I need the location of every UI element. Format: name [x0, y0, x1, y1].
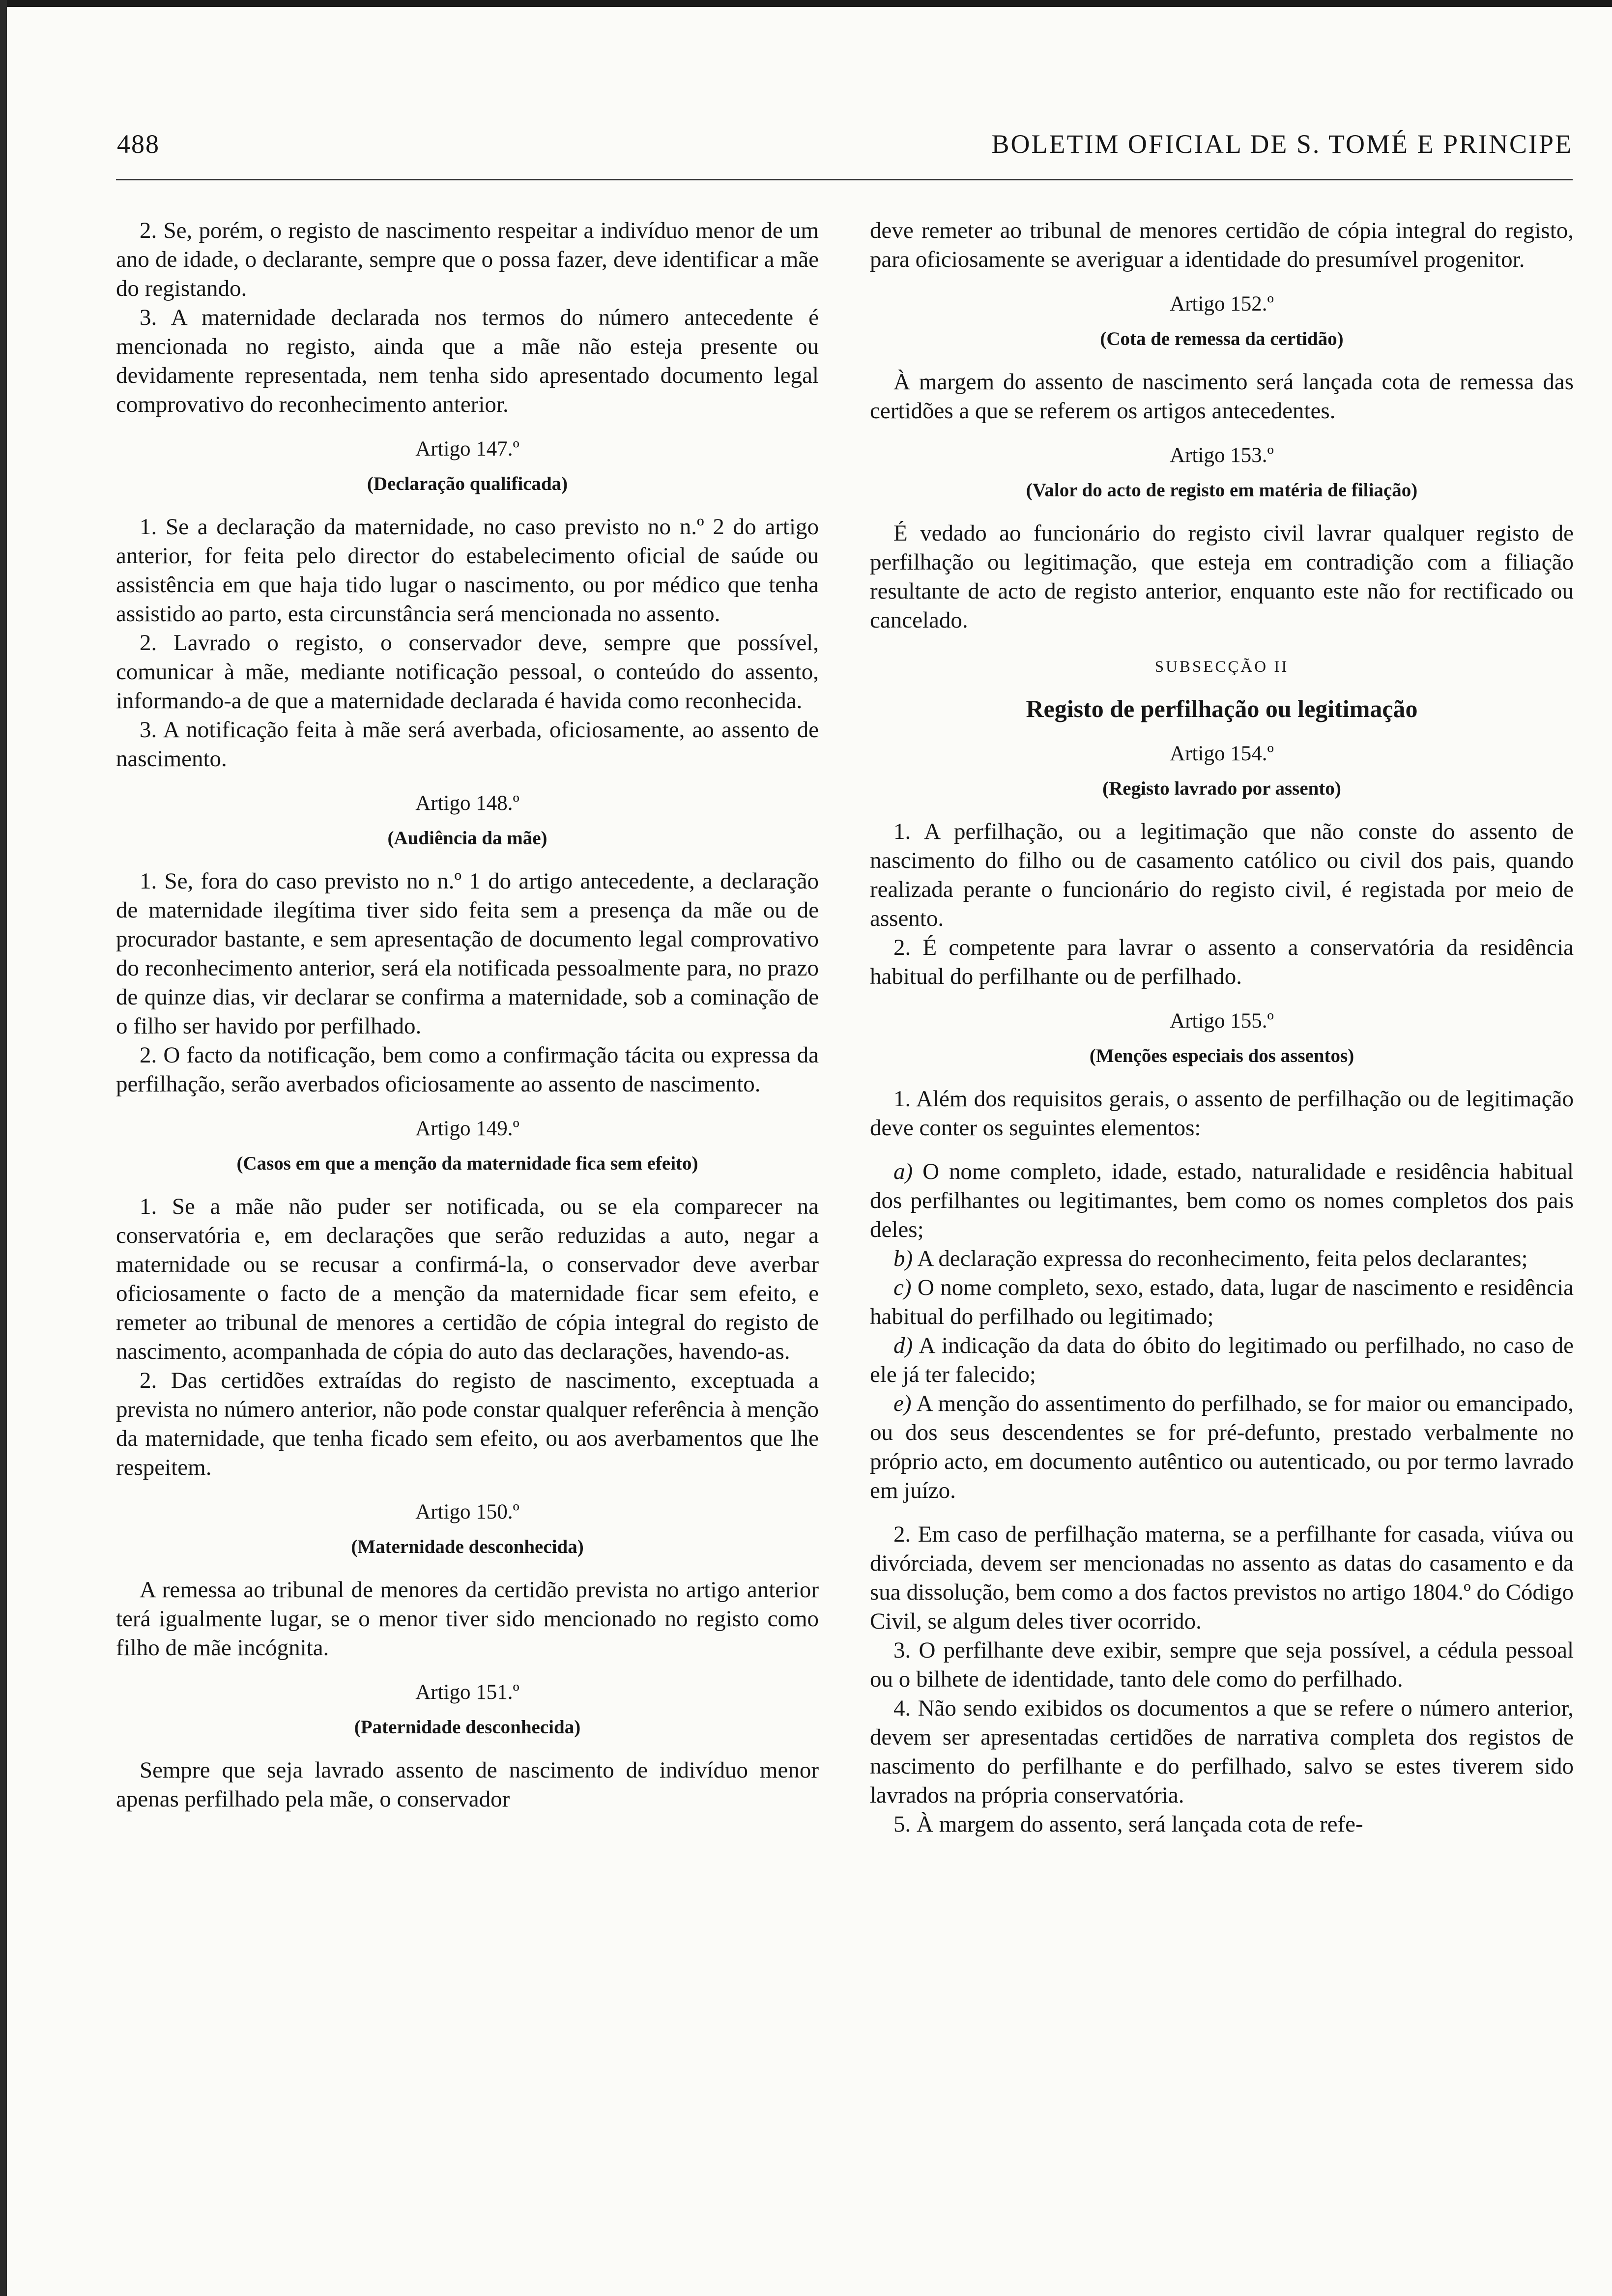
list-item: [870, 1244, 1574, 1273]
right-column: [870, 216, 1574, 1839]
page-number: 488: [117, 129, 160, 159]
paragraph: 2. Das certidões extraídas do registo de nascimento, exceptuada a prevista no número anterior, não pode constar qualquer referência à menção da maternidade, que tenha ficado sem efeito, ou aos averbamentos que lhe respeitem.: [116, 1368, 819, 1480]
article-heading: (Maternidade desconhecida): [351, 1536, 584, 1557]
article-heading: (Audiência da mãe): [387, 828, 547, 849]
header-rule: [116, 179, 1573, 180]
paragraph: 2. O facto da notificação, bem como a confirmação tácita ou expressa da perfilhação, serão averbados oficiosamente ao assento de nascimento.: [116, 1042, 819, 1097]
paragraph: 4. Não sendo exibidos os documentos a que se refere o número anterior, devem ser apresentadas certidões de narrativa completa dos registos de nascimento do perfilhante e do perfilhado, salvo se estes tiverem sido lavrados na própria conservatória.: [870, 1695, 1574, 1808]
paragraph: 3. A notificação feita à mãe será averbada, oficiosamente, ao assento de nascimento.: [116, 717, 819, 772]
list-item: [870, 1273, 1574, 1331]
article-heading: (Declaração qualificada): [367, 473, 568, 494]
article-heading: (Cota de remessa da certidão): [1100, 328, 1344, 349]
paragraph: 5. À margem do assento, será lançada cota de refe-: [893, 1811, 1363, 1837]
list-text: O nome completo, idade, estado, naturalidade e residência habitual dos perfilhantes ou legitimantes, bem como os nomes completos dos pais deles;: [870, 1159, 1574, 1242]
paragraph: 2. Em caso de perfilhação materna, se a perfilhante for casada, viúva ou divórciada, devem ser mencionadas no assento as datas do casamento e da sua dissolução, bem como a dos factos previstos no artigo 1804.º do Código Civil, se algum deles tiver ocorrido.: [870, 1521, 1574, 1634]
article-heading: (Valor do acto de registo em matéria de filiação): [1026, 480, 1418, 501]
list-item: [870, 1389, 1574, 1505]
list-text: O nome completo, sexo, estado, data, lugar de nascimento e residência habitual do perfilhado ou legitimado;: [870, 1275, 1574, 1329]
article-number: Artigo 147.º: [415, 437, 519, 460]
article-heading: (Menções especiais dos assentos): [1089, 1045, 1354, 1066]
article-heading: (Casos em que a menção da maternidade fica sem efeito): [236, 1153, 698, 1174]
article-heading: (Registo lavrado por assento): [1102, 778, 1341, 799]
article-heading: (Paternidade desconhecida): [354, 1717, 581, 1738]
article-number: Artigo 155.º: [1170, 1009, 1274, 1033]
running-title: BOLETIM OFICIAL DE S. TOMÉ E PRINCIPE: [991, 129, 1573, 159]
left-column: [116, 216, 819, 1814]
article-number: Artigo 151.º: [415, 1681, 519, 1704]
list-label: d): [893, 1333, 913, 1358]
article-number: Artigo 152.º: [1170, 292, 1274, 316]
list-text: A menção do assentimento do perfilhado, se for maior ou emancipado, ou dos seus descendentes se for pré-defunto, prestado verbalmente no próprio acto, em documento autêntico ou autenticado, ou por termo lavrado em juízo.: [870, 1391, 1574, 1503]
list-label: c): [893, 1275, 912, 1300]
page-border-top: [0, 0, 1612, 7]
article-number: Artigo 153.º: [1170, 444, 1274, 467]
paragraph: À margem do assento de nascimento será lançada cota de remessa das certidões a que se referem os artigos antecedentes.: [870, 369, 1574, 424]
article-number: Artigo 149.º: [415, 1117, 519, 1140]
page-border-left: [0, 0, 7, 2296]
paragraph: 1. Se a declaração da maternidade, no caso previsto no n.º 2 do artigo anterior, for feita pelo director do estabelecimento oficial de saúde ou assistência em que haja tido lugar o nascimento, ou por médico que tenha assistido ao parto, esta circunstância será mencionada no assento.: [116, 514, 819, 627]
paragraph: 1. Além dos requisitos gerais, o assento de perfilhação ou de legitimação deve conter os seguintes elementos:: [870, 1086, 1574, 1141]
paragraph: A remessa ao tribunal de menores da certidão prevista no artigo anterior terá igualmente lugar, se o menor tiver sido mencionado no registo como filho de mãe incógnita.: [116, 1577, 819, 1661]
paragraph: É vedado ao funcionário do registo civil lavrar qualquer registo de perfilhação ou legitimação, que esteja em contradição com a filiação resultante de acto de registo anterior, enquanto este não for rectificado ou cancelado.: [870, 520, 1574, 633]
list-label: b): [893, 1246, 913, 1271]
list-label: a): [893, 1159, 913, 1184]
article-number: Artigo 154.º: [1170, 742, 1274, 765]
paragraph: 1. Se a mãe não puder ser notificada, ou se ela comparecer na conservatória e, em declarações que serão reduzidas a auto, negar a maternidade ou se recusar a confirmá-la, o conservador deve averbar oficiosamente o facto de a menção da maternidade ficar sem efeito, e remeter ao tribunal de menores a certidão de cópia integral do registo de nascimento, acompanhada de cópia do auto das declarações, havendo-as.: [116, 1194, 819, 1364]
list-label: e): [893, 1391, 912, 1416]
paragraph: deve remeter ao tribunal de menores certidão de cópia integral do registo, para oficiosamente se averiguar a identidade do presumível progenitor.: [870, 218, 1574, 272]
paragraph: 3. O perfilhante deve exibir, sempre que seja possível, a cédula pessoal ou o bilhete de identidade, tanto dele como do perfilhado.: [870, 1637, 1574, 1692]
paragraph: 2. Lavrado o registo, o conservador deve, sempre que possível, comunicar à mãe, mediante notificação pessoal, o conteúdo do assento, informando-a de que a maternidade declarada é havida como reconhecida.: [116, 630, 819, 714]
list-text: A declaração expressa do reconhecimento, feita pelos declarantes;: [913, 1246, 1528, 1271]
list-item: [870, 1157, 1574, 1244]
article-number: Artigo 150.º: [415, 1500, 519, 1523]
list-item: [870, 1331, 1574, 1389]
paragraph: 1. A perfilhação, ou a legitimação que não conste do assento de nascimento do filho ou de casamento católico ou civil dos pais, quando realizada perante o funcionário do registo civil, é registada por meio de assento.: [870, 819, 1574, 931]
paragraph: 3. A maternidade declarada nos termos do número antecedente é mencionada no registo, ainda que a mãe não esteja presente ou devidamente representada, nem tenha sido apresentado documento legal comprovativo do reconhecimento anterior.: [116, 305, 819, 417]
section-title: Registo de perfilhação ou legitimação: [1026, 695, 1418, 722]
paragraph: 2. Se, porém, o registo de nascimento respeitar a indivíduo menor de um ano de idade, o declarante, sempre que o possa fazer, deve identificar a mãe do registando.: [116, 218, 819, 301]
paragraph: 2. É competente para lavrar o assento a conservatória da residência habitual do perfilhante ou de perfilhado.: [870, 935, 1574, 989]
paragraph: 1. Se, fora do caso previsto no n.º 1 do artigo antecedente, a declaração de maternidade ilegítima tiver sido feita sem a presença da mãe ou de procurador bastante, e sem apresentação de documento legal comprovativo do reconhecimento anterior, será ela notificada pessoalmente para, no prazo de quinze dias, vir declarar se confirma a maternidade, sob a cominação de o filho ser havido por perfilhado.: [116, 868, 819, 1039]
paragraph: Sempre que seja lavrado assento de nascimento de indivíduo menor apenas perfilhado pela mãe, o conservador: [116, 1757, 819, 1812]
article-number: Artigo 148.º: [415, 792, 519, 815]
list-text: A indicação da data do óbito do legitimado ou perfilhado, no caso de ele já ter falecido;: [870, 1333, 1574, 1387]
subsection-label: SUBSECÇÃO II: [1154, 658, 1289, 676]
